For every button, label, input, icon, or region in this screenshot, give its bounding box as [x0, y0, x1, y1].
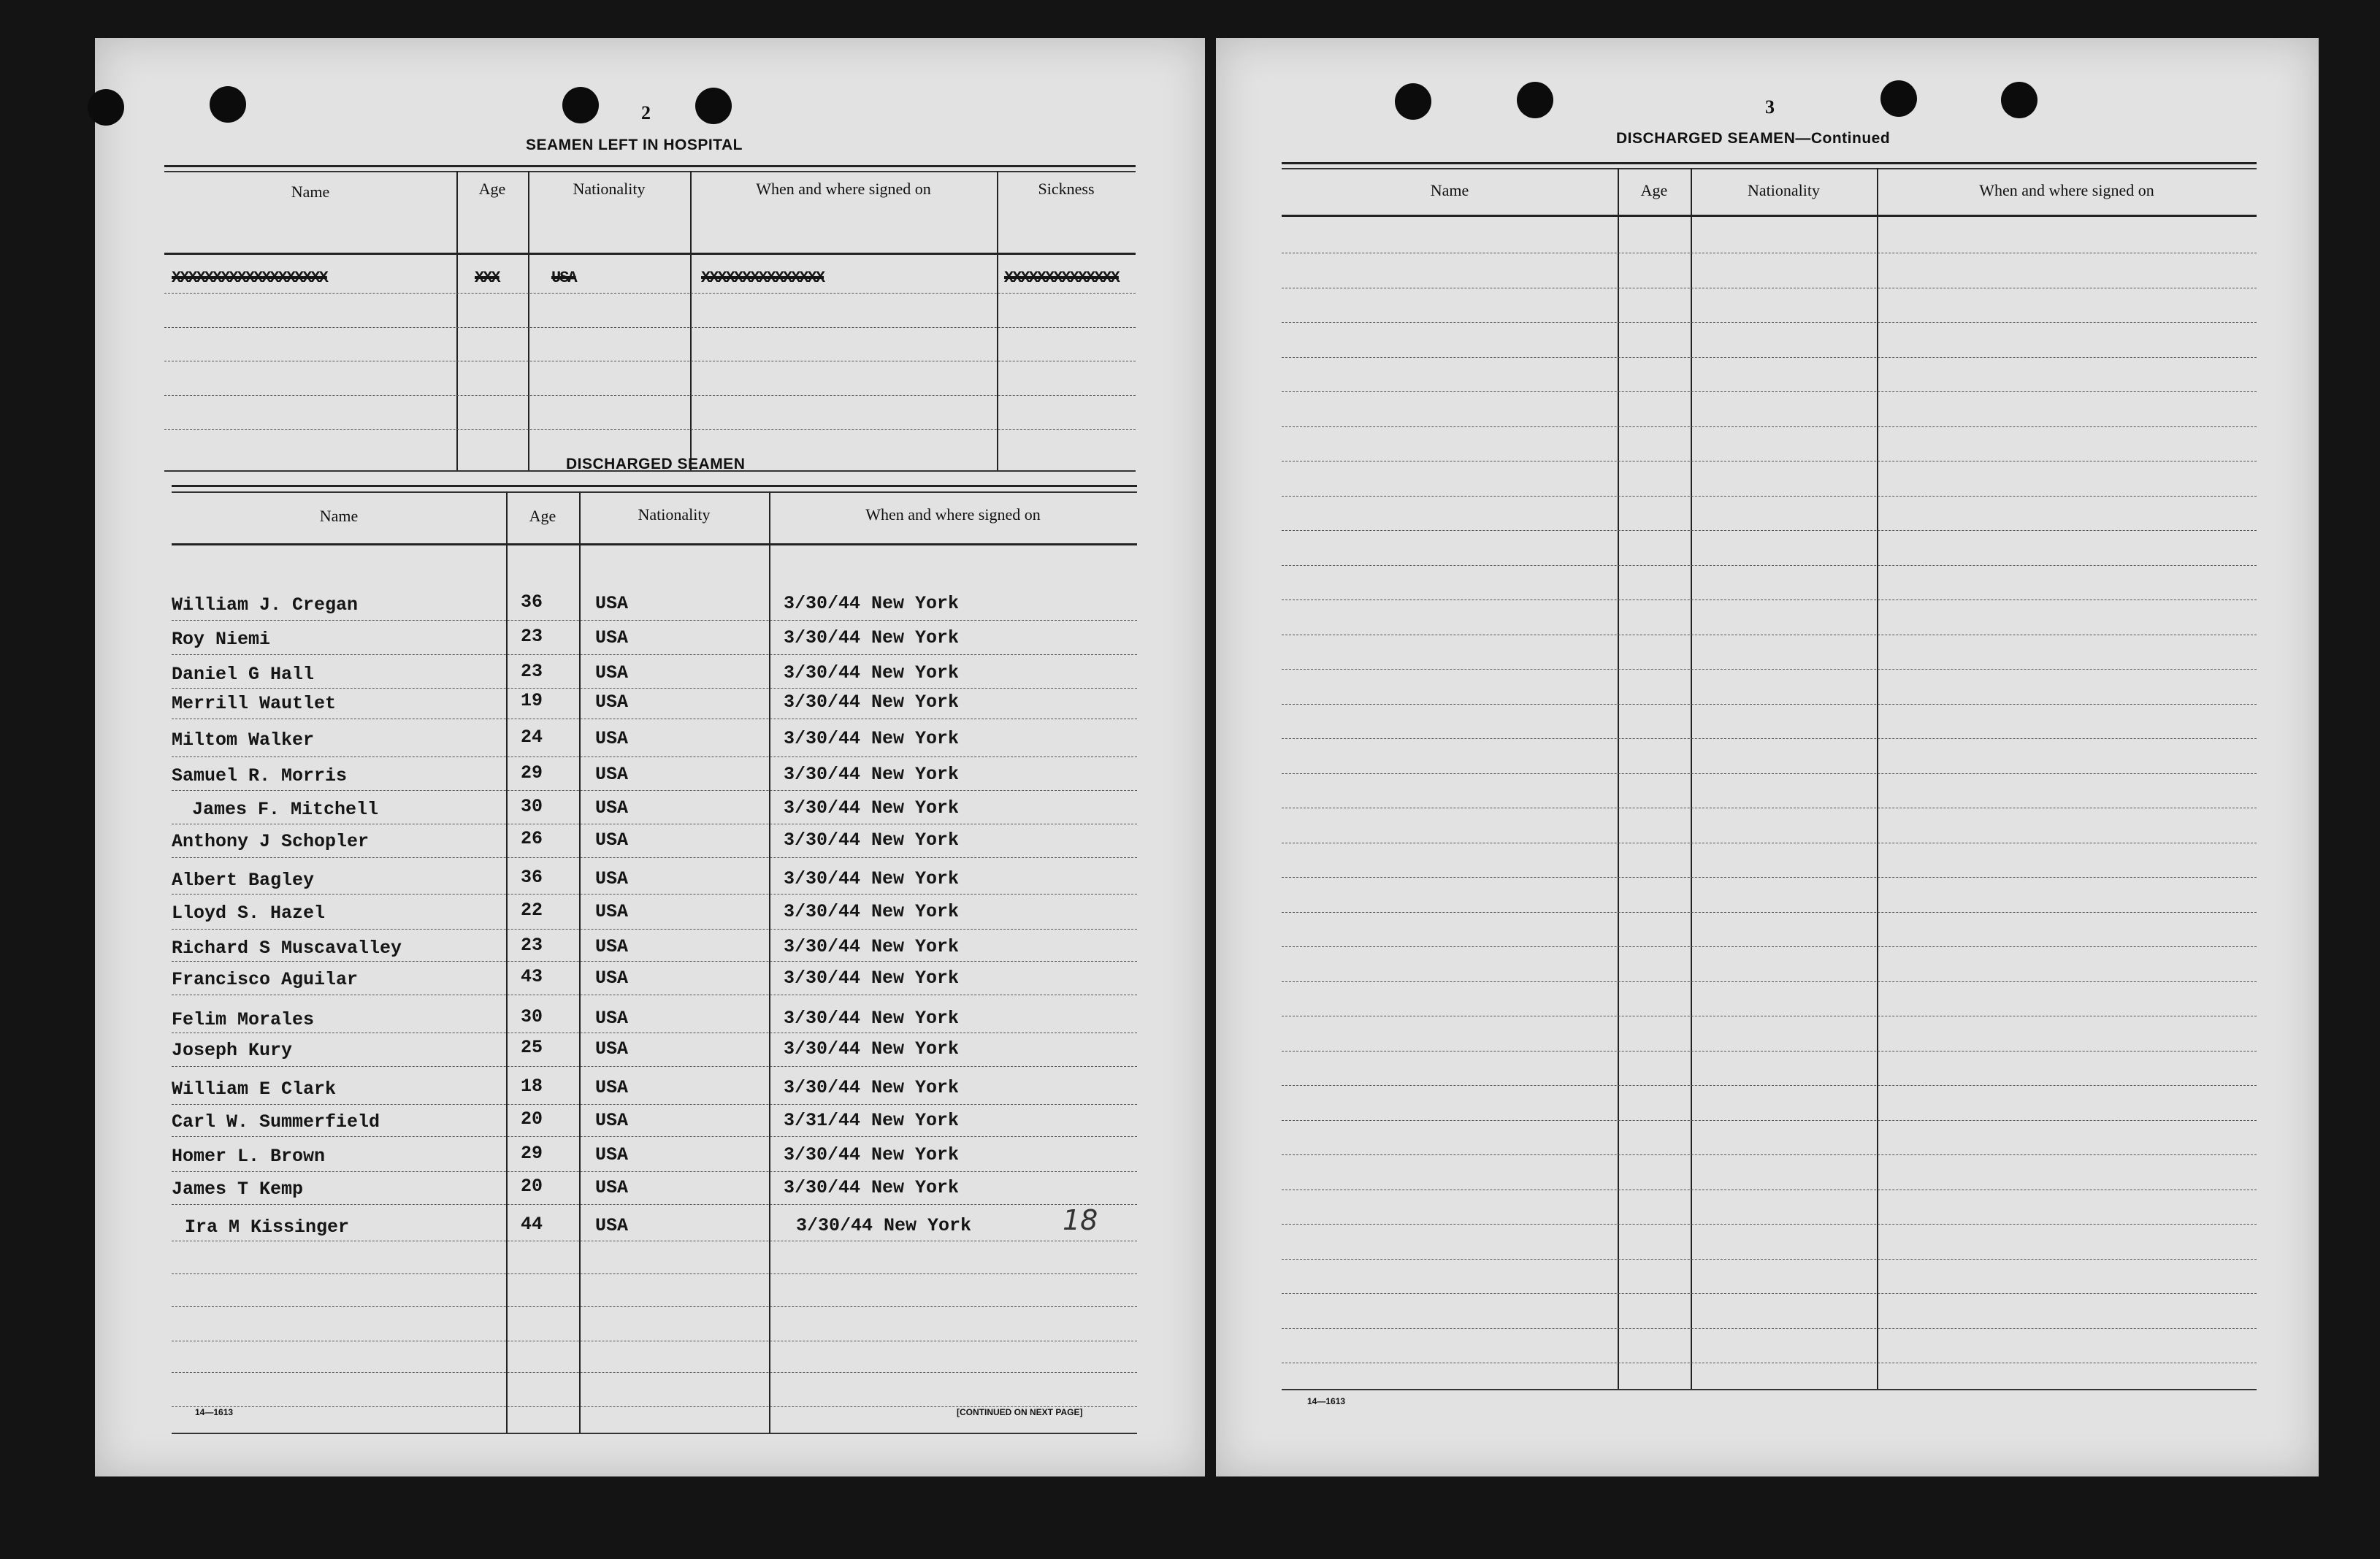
- seaman-name: Albert Bagley: [172, 870, 315, 891]
- continued-header-name: Name: [1430, 181, 1469, 199]
- discharged-header-nationality: Nationality: [638, 505, 711, 524]
- seaman-age: 30: [521, 1006, 543, 1027]
- seaman-nationality: USA: [595, 1177, 629, 1198]
- seaman-name: James F. Mitchell: [192, 799, 379, 820]
- seaman-age: 22: [521, 900, 543, 921]
- hospital-header-sickness: Sickness: [1038, 180, 1095, 198]
- seaman-name: Roy Niemi: [172, 629, 271, 650]
- seaman-name: Miltom Walker: [172, 729, 315, 751]
- discharged-section-title: DISCHARGED SEAMEN: [566, 456, 746, 472]
- hospital-nationality-struck: USA: [551, 269, 576, 287]
- seaman-signed-on: 3/30/44 New York: [784, 764, 960, 785]
- seaman-age: 23: [521, 935, 543, 956]
- page-number: 3: [1765, 96, 1775, 118]
- form-number: 14—1613: [195, 1407, 234, 1417]
- seaman-nationality: USA: [595, 692, 629, 713]
- seaman-name: Samuel R. Morris: [172, 765, 348, 786]
- seaman-name: Daniel G Hall: [172, 664, 315, 685]
- seaman-age: 30: [521, 796, 543, 817]
- seaman-age: 36: [521, 867, 543, 888]
- seaman-nationality: USA: [595, 968, 629, 989]
- seaman-nationality: USA: [595, 830, 629, 851]
- seaman-age: 44: [521, 1214, 543, 1235]
- seaman-nationality: USA: [595, 627, 629, 648]
- seaman-age: 25: [521, 1037, 543, 1058]
- seaman-nationality: USA: [595, 868, 629, 889]
- seaman-age: 18: [521, 1076, 543, 1097]
- seaman-nationality: USA: [595, 764, 629, 785]
- discharged-header-signed-on: When and where signed on: [865, 505, 1041, 524]
- hospital-header-name: Name: [291, 183, 330, 201]
- punch-hole: [210, 86, 246, 123]
- seaman-name: Homer L. Brown: [172, 1146, 326, 1167]
- seaman-age: 20: [521, 1108, 543, 1130]
- seaman-age: 23: [521, 661, 543, 682]
- seaman-age: 43: [521, 966, 543, 987]
- seaman-age: 24: [521, 727, 543, 748]
- continued-header-nationality: Nationality: [1748, 181, 1820, 199]
- seaman-name: Richard S Muscavalley: [172, 938, 402, 959]
- seaman-nationality: USA: [595, 1144, 629, 1165]
- seaman-signed-on: 3/30/44 New York: [784, 1077, 960, 1098]
- seaman-nationality: USA: [595, 593, 629, 614]
- seaman-name: William E Clark: [172, 1079, 337, 1100]
- seaman-signed-on: 3/31/44 New York: [784, 1110, 960, 1131]
- seaman-signed-on: 3/30/44 New York: [784, 1144, 960, 1165]
- seaman-age: 23: [521, 626, 543, 647]
- seaman-nationality: USA: [595, 1077, 629, 1098]
- seaman-name: Anthony J Schopler: [172, 831, 370, 852]
- seaman-name: William J. Cregan: [172, 594, 359, 616]
- seaman-nationality: USA: [595, 936, 629, 957]
- hospital-section-title: SEAMEN LEFT IN HOSPITAL: [526, 137, 743, 153]
- seaman-nationality: USA: [595, 901, 629, 922]
- seaman-age: 29: [521, 762, 543, 784]
- seaman-nationality: USA: [595, 797, 629, 819]
- seaman-age: 20: [521, 1176, 543, 1197]
- continued-table: [1282, 162, 2257, 1425]
- punch-hole: [88, 89, 124, 126]
- seaman-signed-on: 3/30/44 New York: [784, 901, 960, 922]
- hospital-age-struck: XXX: [475, 269, 500, 287]
- seaman-age: 36: [521, 591, 543, 613]
- continued-note: [CONTINUED ON NEXT PAGE]: [957, 1407, 1083, 1417]
- seaman-age: 29: [521, 1143, 543, 1164]
- continued-header-signed-on: When and where signed on: [1979, 181, 2154, 199]
- discharged-header-age: Age: [529, 507, 556, 525]
- seaman-nationality: USA: [595, 1038, 629, 1060]
- seaman-nationality: USA: [595, 728, 629, 749]
- seaman-signed-on: 3/30/44 New York: [784, 868, 960, 889]
- seaman-signed-on: 3/30/44 New York: [784, 936, 960, 957]
- punch-hole: [562, 87, 599, 123]
- form-number: 14—1613: [1307, 1396, 1346, 1406]
- count-annotation: 18: [1063, 1204, 1098, 1236]
- seaman-signed-on: 3/30/44 New York: [784, 1008, 960, 1029]
- seaman-age: 26: [521, 828, 543, 849]
- page-number: 2: [641, 102, 651, 123]
- punch-hole: [1880, 80, 1917, 117]
- seaman-signed-on: 3/30/44 New York: [784, 692, 960, 713]
- discharged-header-name: Name: [319, 507, 359, 525]
- punch-hole: [695, 88, 732, 124]
- hospital-signed-on-struck: XXXXXXXXXXXXXXX: [701, 269, 824, 287]
- seaman-age: 19: [521, 690, 543, 711]
- seaman-signed-on: 3/30/44 New York: [784, 662, 960, 683]
- seaman-name: Joseph Kury: [172, 1040, 293, 1061]
- seaman-signed-on: 3/30/44 New York: [784, 1177, 960, 1198]
- continued-section-title: DISCHARGED SEAMEN—Continued: [1616, 130, 1891, 147]
- hospital-table: [164, 165, 1136, 472]
- hospital-header-nationality: Nationality: [573, 180, 646, 198]
- seaman-signed-on: 3/30/44 New York: [796, 1215, 972, 1236]
- hospital-header-signed-on: When and where signed on: [756, 180, 931, 198]
- seaman-signed-on: 3/30/44 New York: [784, 968, 960, 989]
- continued-header-age: Age: [1640, 181, 1668, 199]
- seaman-signed-on: 3/30/44 New York: [784, 830, 960, 851]
- seaman-name: Ira M Kissinger: [185, 1217, 350, 1238]
- seaman-signed-on: 3/30/44 New York: [784, 627, 960, 648]
- punch-hole: [2001, 82, 2037, 118]
- seaman-name: Felim Morales: [172, 1009, 315, 1030]
- seaman-name: Lloyd S. Hazel: [172, 903, 326, 924]
- punch-hole: [1395, 83, 1431, 120]
- seaman-signed-on: 3/30/44 New York: [784, 797, 960, 819]
- seaman-signed-on: 3/30/44 New York: [784, 593, 960, 614]
- seaman-nationality: USA: [595, 1215, 629, 1236]
- seaman-nationality: USA: [595, 1008, 629, 1029]
- seaman-name: James T Kemp: [172, 1179, 304, 1200]
- seaman-name: Francisco Aguilar: [172, 969, 359, 990]
- seaman-signed-on: 3/30/44 New York: [784, 728, 960, 749]
- seaman-nationality: USA: [595, 662, 629, 683]
- right-page: [1216, 38, 2319, 1476]
- seaman-nationality: USA: [595, 1110, 629, 1131]
- seaman-name: Carl W. Summerfield: [172, 1111, 380, 1133]
- seaman-signed-on: 3/30/44 New York: [784, 1038, 960, 1060]
- discharged-table: [172, 485, 1137, 1434]
- hospital-name-struck: XXXXXXXXXXXXXXXXXXX: [172, 269, 327, 287]
- hospital-header-age: Age: [478, 180, 506, 198]
- seaman-name: Merrill Wautlet: [172, 693, 337, 714]
- hospital-sickness-struck: XXXXXXXXXXXXXX: [1004, 269, 1119, 287]
- punch-hole: [1517, 82, 1553, 118]
- left-page: [95, 38, 1205, 1476]
